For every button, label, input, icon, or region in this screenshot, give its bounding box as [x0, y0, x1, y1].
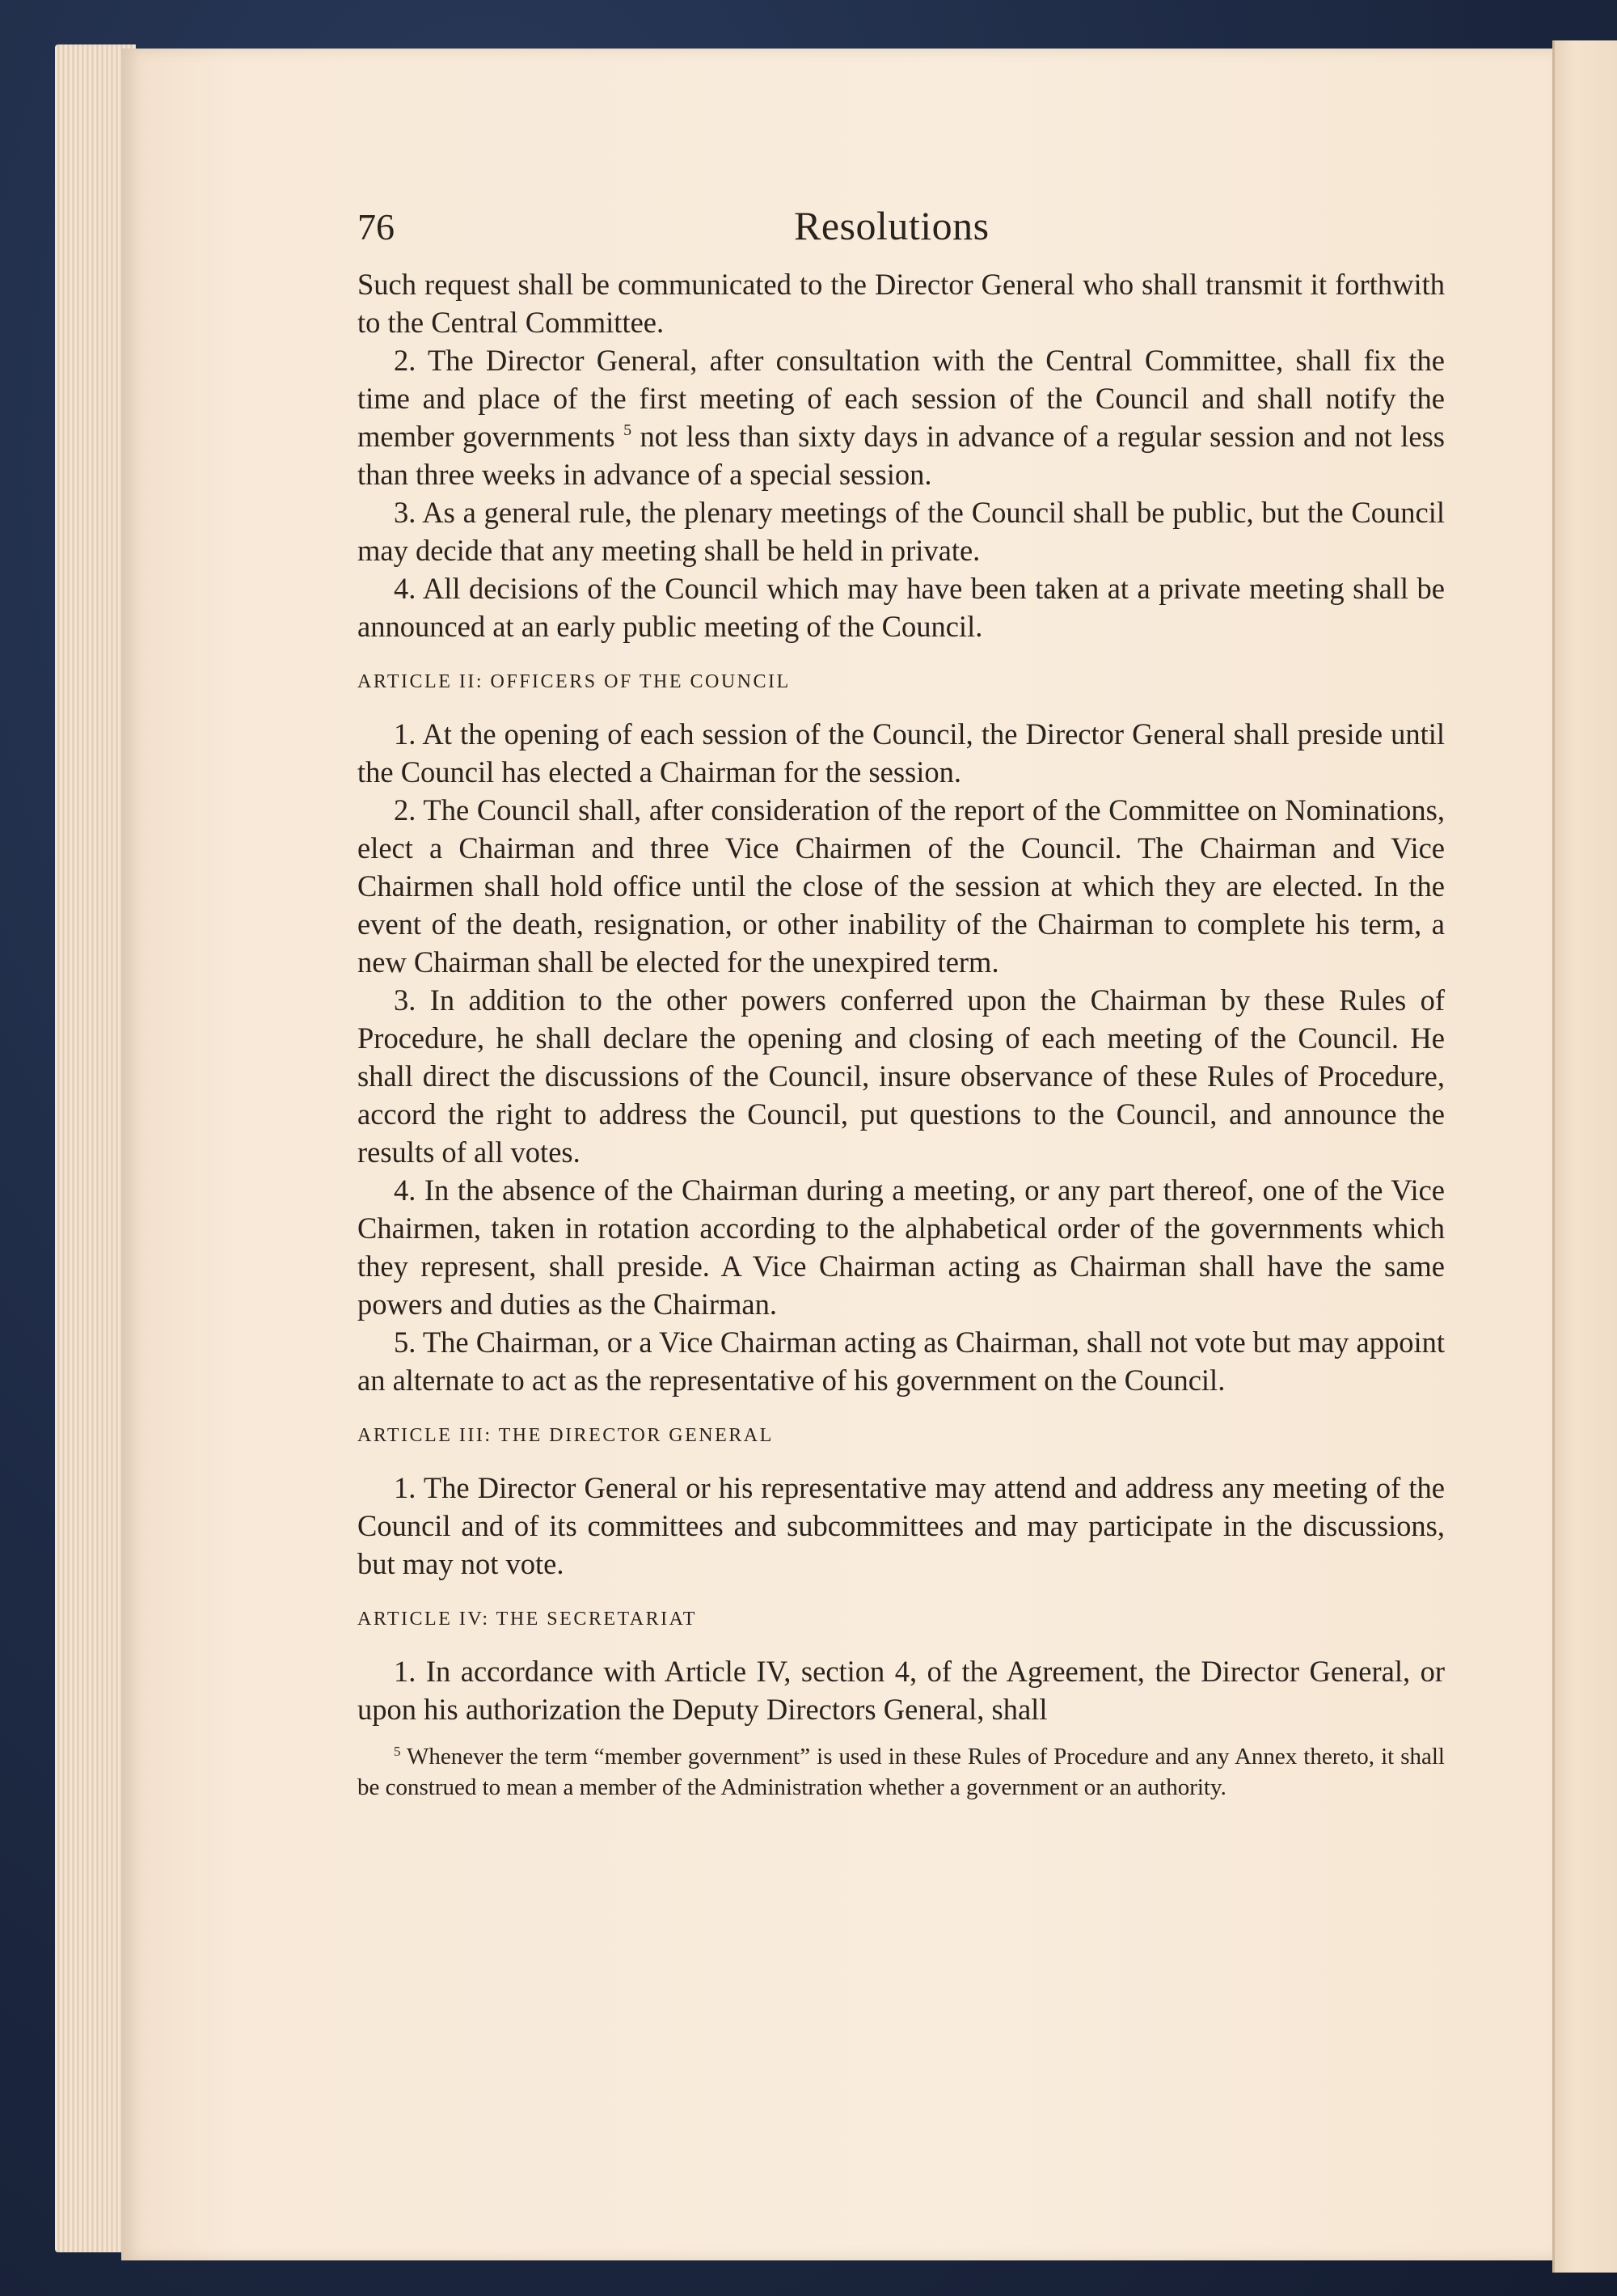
paragraph: 3. In addition to the other powers conferred upon the Chairman by these Rules of Procedure, he shall declare the opening and closing of each meeting of the Council. He shall direct the discussions of the Council, insure observance of these Rules of Procedure, accord the right to address the Council, put questions to the Council, and announce the results of all votes. — [357, 983, 1445, 1169]
paragraph: 1. In accordance with Article IV, section 4, of the Agreement, the Director General, or upon his authorization the Deputy Directors General, shall — [357, 1655, 1445, 1726]
next-page-edge — [1552, 40, 1617, 2273]
paragraph: 2. The Council shall, after consideration of the report of the Committee on Nominations, elect a Chairman and three Vice Chairmen of the Council. The Chairman and Vice Chairmen shall hold office until the close of the session at which they are elected. In the event of the death, resignation, or other inability of the Chairman to complete his term, a new Chairman shall be elected for the unexpired term. — [357, 793, 1445, 979]
footnote — [357, 1741, 1445, 1803]
paragraph: 1. The Director General or his representative may attend and address any meeting of the Council and of its committees and subcommittees and may participate in the discussions, but may not vote. — [357, 1471, 1445, 1580]
paragraph: 1. At the opening of each session of the Council, the Director General shall preside until the Council has elected a Chairman for the session. — [357, 717, 1445, 789]
footnote-marker: 5 — [394, 1744, 401, 1759]
running-head: Resolutions — [794, 203, 990, 248]
article-heading: ARTICLE II: OFFICERS OF THE COUNCIL — [357, 671, 791, 692]
paragraph — [357, 341, 1445, 493]
paragraph-continued: Such request shall be communicated to the Director General who shall transmit it forthwith to the Central Committee. — [357, 268, 1445, 339]
footnote-text: Whenever the term “member government” is used in these Rules of Procedure and any Annex thereto, it shall be construed to mean a member of the Administration whether a government or an authority. — [357, 1744, 1445, 1800]
page-text — [357, 202, 1445, 1803]
page-header — [357, 202, 1445, 259]
paragraph-text: not less than sixty days in advance of a regular session and not less than three weeks in advance of a special session. — [357, 420, 1446, 491]
footnote-reference: 5 — [623, 421, 632, 439]
article-heading: ARTICLE IV: THE SECRETARIAT — [357, 1609, 697, 1630]
article-heading: ARTICLE III: THE DIRECTOR GENERAL — [357, 1425, 774, 1446]
paragraph: 4. All decisions of the Council which may have been taken at a private meeting shall be announced at an early public meeting of the Council. — [357, 572, 1445, 643]
paragraph: 4. In the absence of the Chairman during a meeting, or any part thereof, one of the Vice Chairmen, taken in rotation according to the alphabetical order of the governments which they represent, shall preside. A Vice Chairman acting as Chairman shall have the same powers and duties as the Chairman. — [357, 1173, 1445, 1321]
paragraph-text: 2. The Director General, after consultation with the Central Committee, shall fix the time and place of the first meeting of each session of the Council and shall notify the member governments — [357, 344, 1445, 453]
paragraph: 5. The Chairman, or a Vice Chairman acting as Chairman, shall not vote but may appoint an alternate to act as the representative of his government on the Council. — [357, 1326, 1446, 1397]
paragraph: 3. As a general rule, the plenary meetings of the Council shall be public, but the Council may decide that any meeting shall be held in private. — [357, 496, 1445, 567]
page-number: 76 — [357, 206, 395, 247]
